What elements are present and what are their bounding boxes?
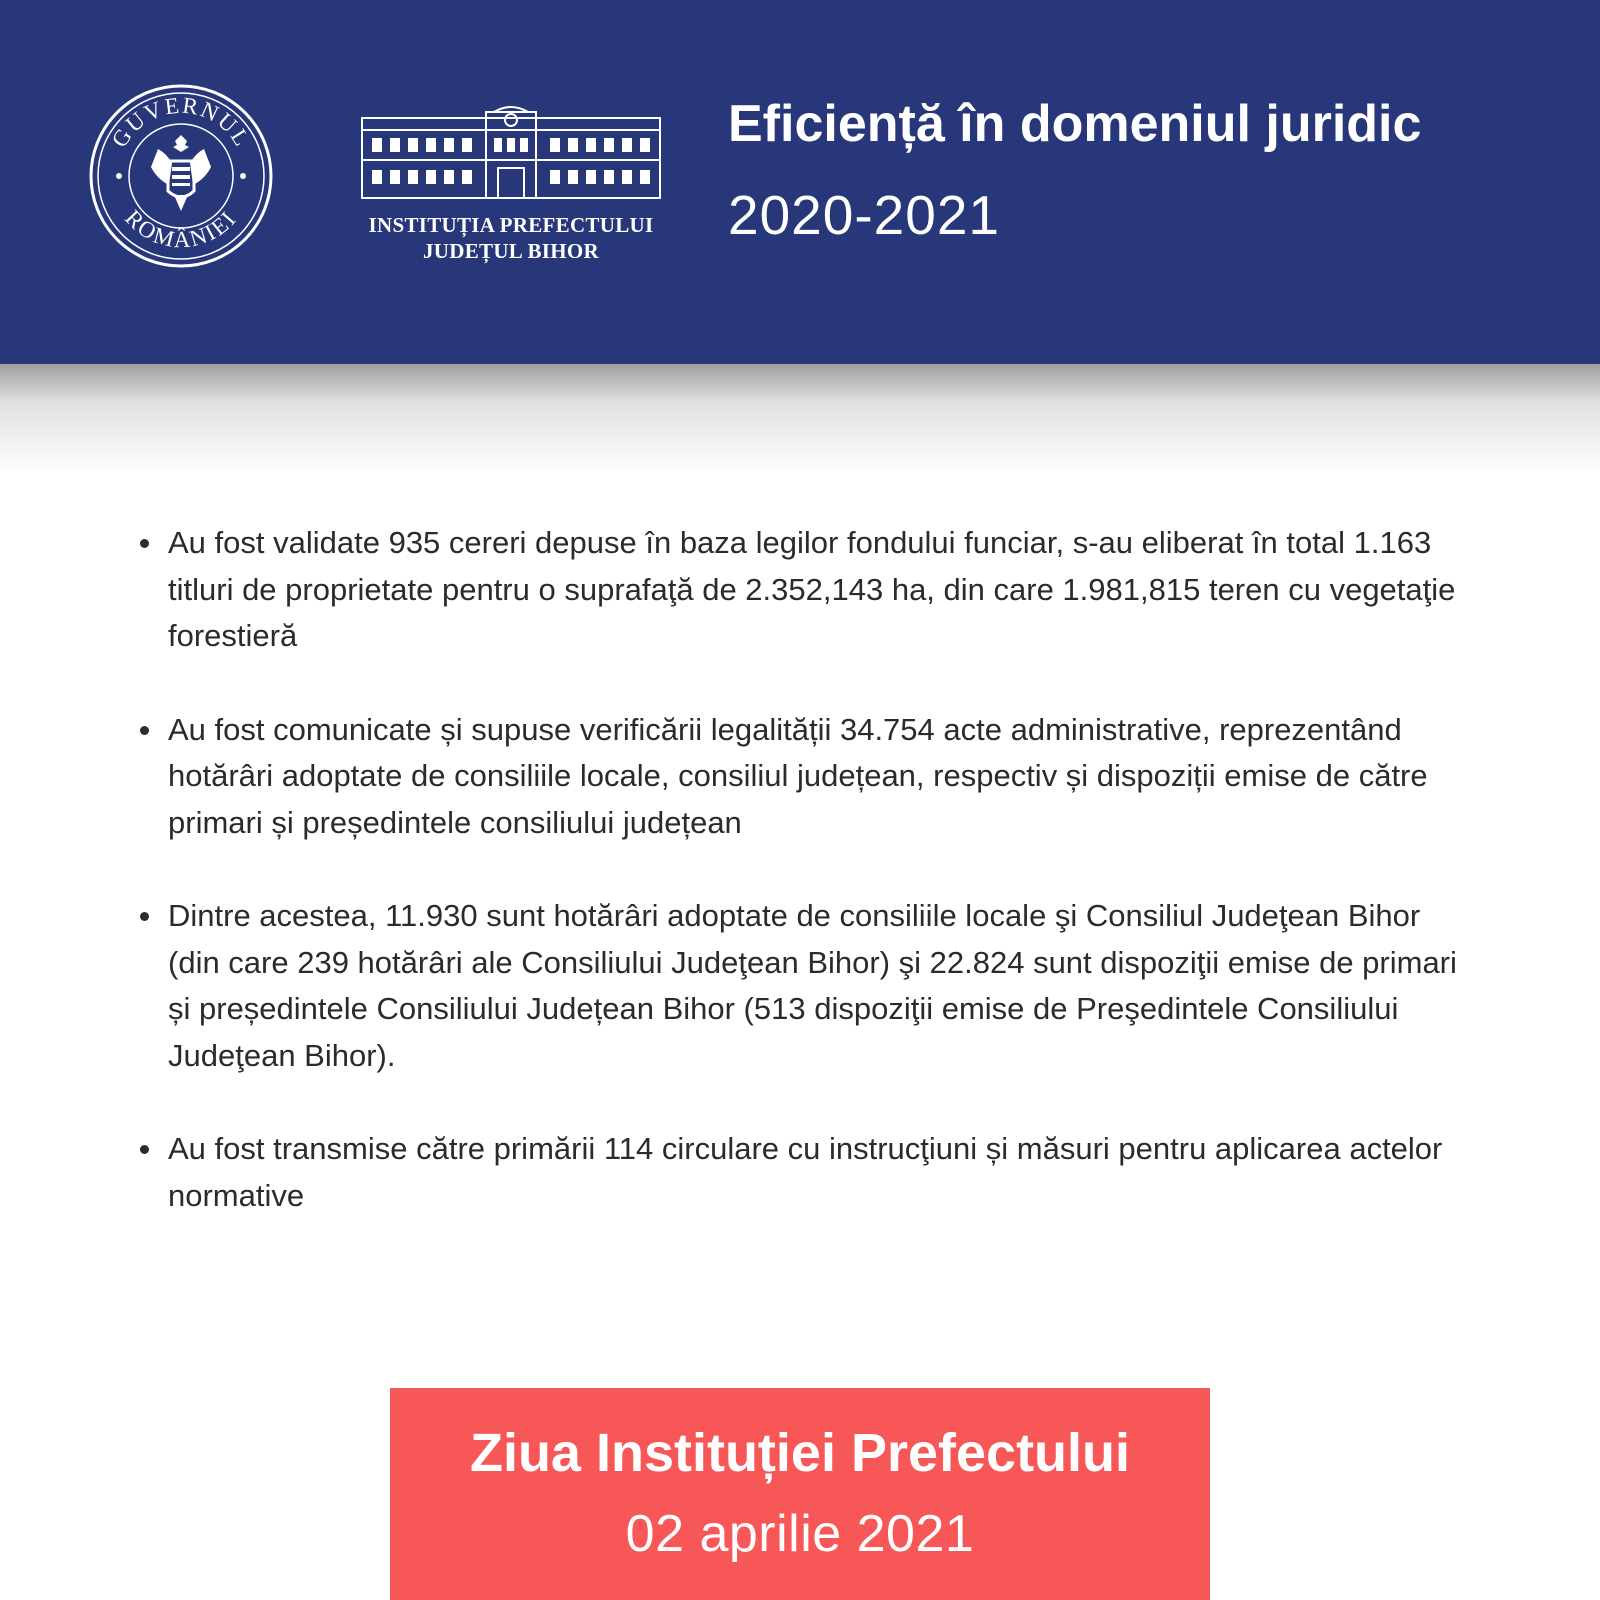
header-banner <box>0 0 1600 364</box>
page-title: Eficiență în domeniul juridic <box>728 95 1422 153</box>
list-item-text: Au fost comunicate și supuse verificării legalității 34.754 acte administrative, reprezentând hotărâri adoptate de consiliile locale, consiliul județean, respectiv și dispoziții emise de către primari și președintele consiliului județean <box>168 711 1428 840</box>
bullet-icon <box>140 726 149 735</box>
prefecture-building-icon <box>358 104 664 204</box>
svg-text:ROMÂNIEI <box>120 205 241 252</box>
event-title: Ziua Instituției Prefectului <box>469 1423 1131 1483</box>
bullet-list <box>140 520 1480 1266</box>
list-item <box>140 520 1480 660</box>
list-item-text: Au fost transmise către primării 114 circulare cu instrucţiuni și măsuri pentru aplicarea actelor normative <box>168 1131 1443 1213</box>
page-subtitle: 2020-2021 <box>728 184 1001 246</box>
bullet-icon <box>140 912 149 921</box>
government-seal-icon <box>88 83 274 269</box>
list-item <box>140 1126 1480 1219</box>
seal-text-bottom: ROMÂNIEI <box>120 205 242 253</box>
prefecture-name-line2: JUDEȚUL BIHOR <box>422 239 600 263</box>
list-item-text: Dintre acestea, 11.930 sunt hotărâri adoptate de consiliile locale şi Consiliul Judeţean Bihor (din care 239 hotărâri ale Consiliului Judeţean Bihor) şi 22.824 sunt dispoziţii emise de primari și președintele Consiliului Județean Bihor (513 dispoziţii emise de Preşedintele Consiliului Judeţean Bihor). <box>168 898 1457 1073</box>
prefecture-name <box>358 212 664 264</box>
event-banner <box>390 1388 1210 1600</box>
bullet-icon <box>140 539 149 548</box>
prefecture-name-line1: INSTITUȚIA PREFECTULUI <box>368 213 654 237</box>
list-item <box>140 893 1480 1079</box>
list-item-text: Au fost validate 935 cereri depuse în baza legilor fondului funciar, s-au eliberat în total 1.163 titluri de proprietate pentru o suprafaţă de 2.352,143 ha, din care 1.981,815 teren cu vegetaţie forestieră <box>168 525 1456 653</box>
prefecture-logo <box>358 104 664 268</box>
event-date: 02 aprilie 2021 <box>625 1505 975 1563</box>
list-item <box>140 707 1480 847</box>
seal-text-top: GUVERNUL <box>106 92 256 152</box>
bullet-icon <box>140 1145 149 1154</box>
header-shadow <box>0 364 1600 474</box>
